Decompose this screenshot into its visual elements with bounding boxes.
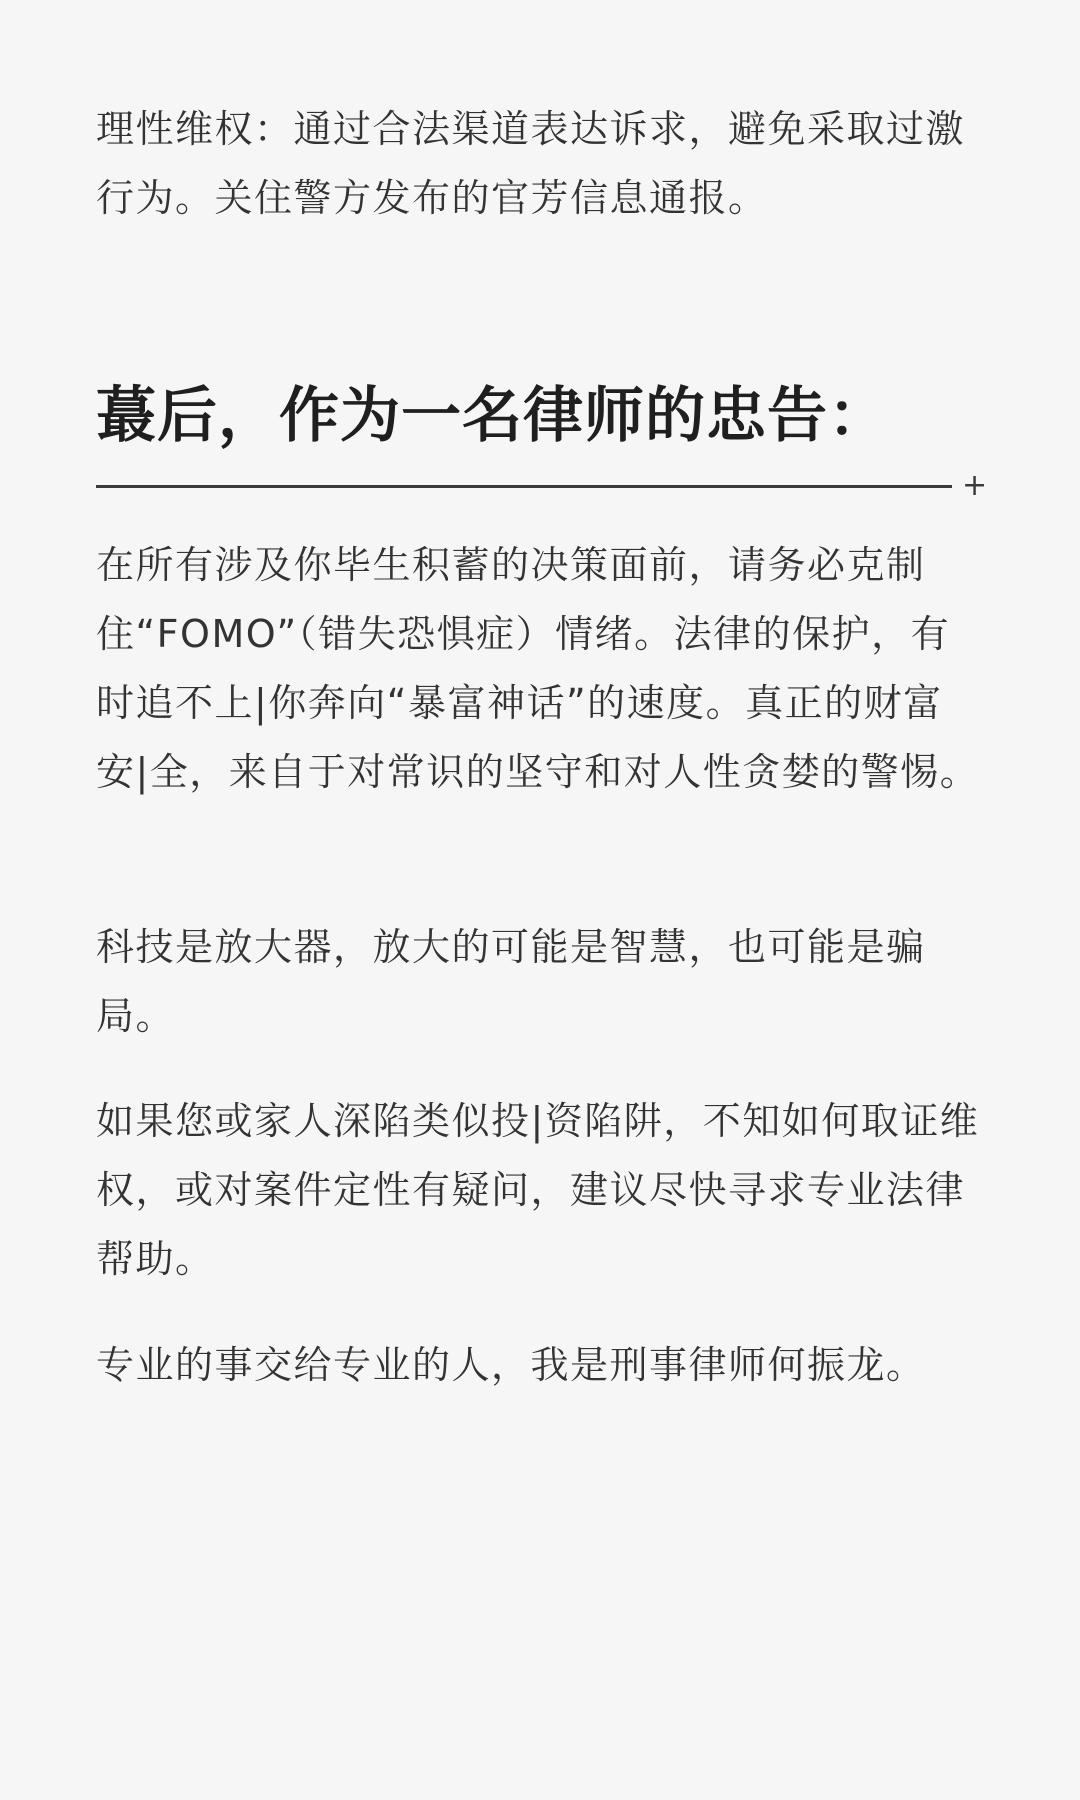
body-paragraph-fomo: 在所有涉及你毕生积蓄的决策面前，请务必克制住“FOMO”（错失恐惧症）情绪。法律的保护，有时追不上|你奔向“暴富神话”的速度。真正的财富安|全，来自于对常识的坚守和对人性贪婪的警惕。 bbox=[96, 543, 980, 794]
section-divider bbox=[96, 468, 988, 503]
section-heading: 蕞后，作为一名律师的忠告： bbox=[96, 381, 889, 451]
body-paragraph-signature: 专业的事交给专业的人，我是刑事律师何振龙。 bbox=[96, 1343, 926, 1387]
intro-paragraph: 理性维权：通过合法渠道表达诉求，避免采取过激行为。关住警方发布的官芳信息通报。 bbox=[96, 107, 966, 220]
divider-line bbox=[96, 485, 952, 488]
body-paragraph-legal-help: 如果您或家人深陷类似投|资陷阱，不知如何取证维权，或对案件定性有疑问，建议尽快寻求专业法律帮助。 bbox=[96, 1099, 980, 1281]
plus-icon: + bbox=[962, 468, 988, 503]
body-paragraph-technology: 科技是放大器，放大的可能是智慧，也可能是骗局。 bbox=[96, 925, 926, 1038]
